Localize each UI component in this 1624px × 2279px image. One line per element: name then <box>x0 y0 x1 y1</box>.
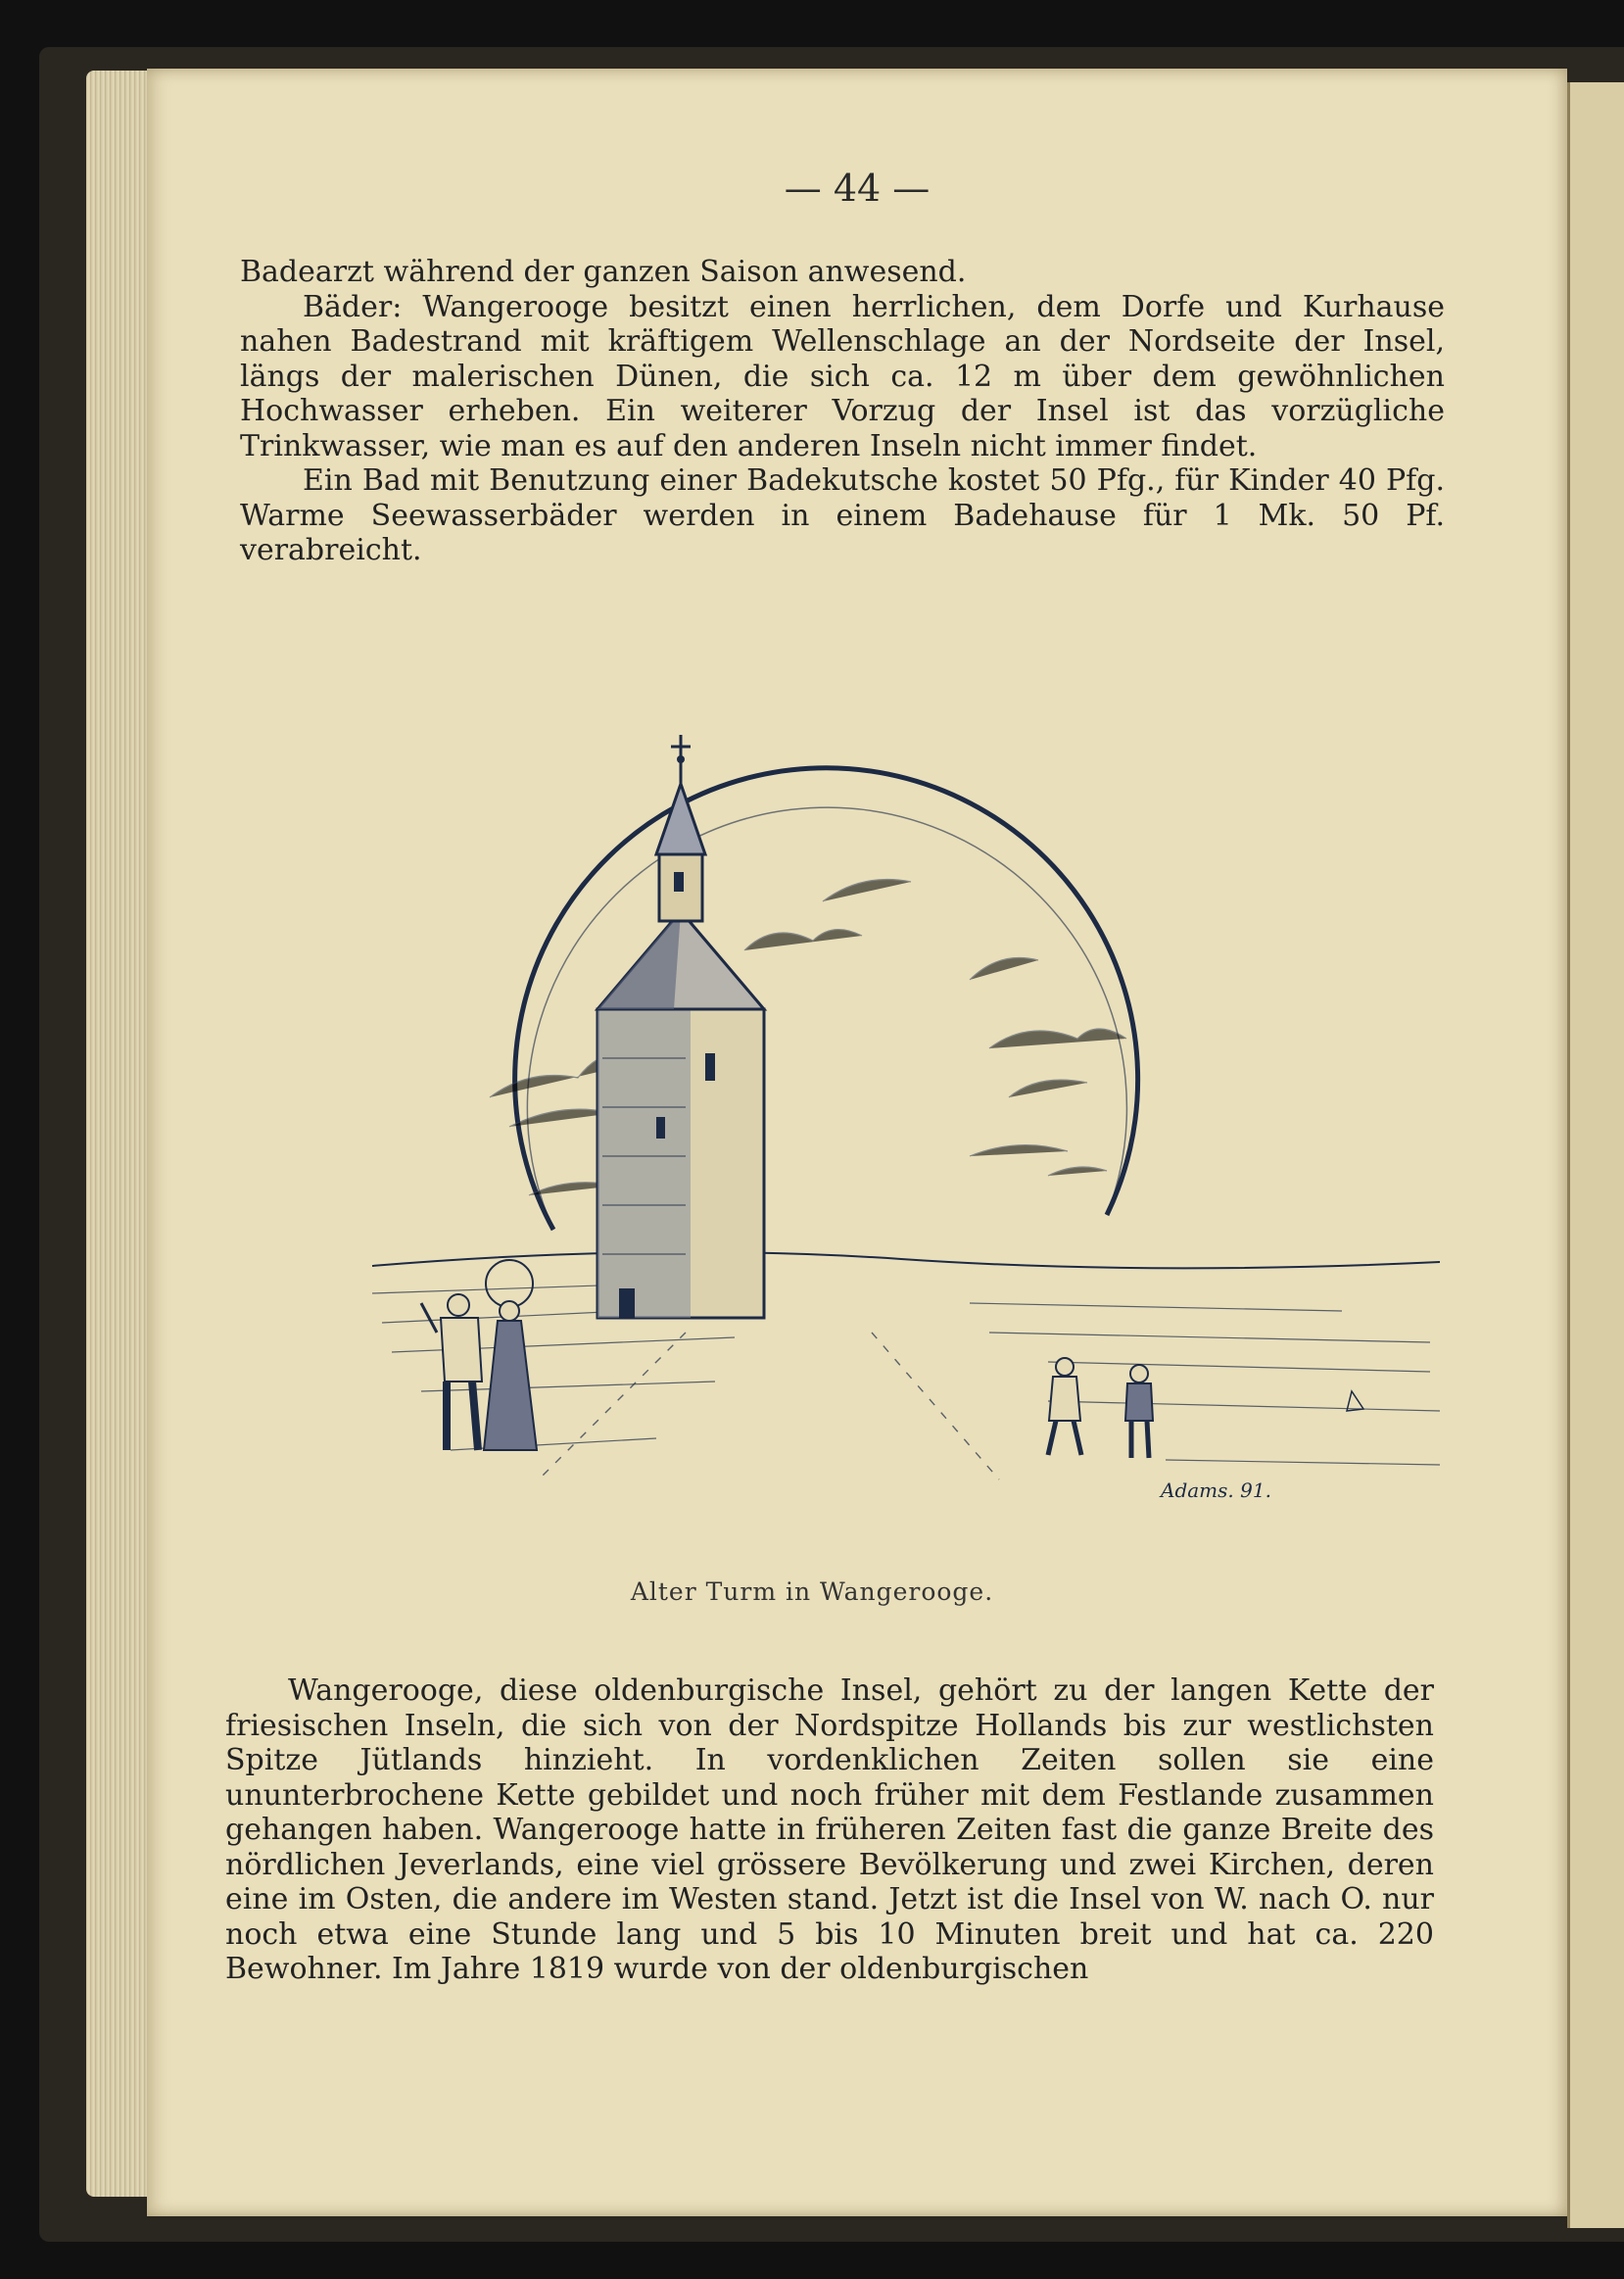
children-figures <box>1048 1358 1153 1458</box>
paragraph-baeder: Bäder: Wangerooge besitzt einen herrlichen, dem Dorfe und Kurhause nahen Badestrand mit kräftigem Wellenschlage an der Nordseite der Insel, längs der malerischen Dünen, die sich ca. 12 m über dem gewöhnlichen Hochwasser erheben. Ein weiterer Vorzug der Insel ist das vorzügliche Trinkwasser, wie man es auf den anderen Inseln nicht immer findet. <box>240 289 1445 463</box>
artist-signature: Adams. 91. <box>1161 1479 1271 1502</box>
page-number: — 44 — <box>784 167 931 210</box>
horizon-line <box>372 1252 1440 1268</box>
top-text-block <box>240 255 1445 568</box>
tower-illustration <box>362 705 1450 1519</box>
paragraph-bad-preise: Ein Bad mit Benutzung einer Badekutsche kostet 50 Pfg., für Kinder 40 Pfg. Warme Seewasserbäder werden in einem Badehause für 1 Mk. 50 Pf. verabreicht. <box>240 463 1445 567</box>
facing-page-edge <box>1567 82 1624 2228</box>
paragraph-wangerooge: Wangerooge, diese oldenburgische Insel, gehört zu der langen Kette der friesischen Inseln, die sich von der Nordspitze Hollands bis zur westlichsten Spitze Jütlands hinzieht. In vordenklichen Zeiten sollen sie eine ununterbrochene Kette gebildet und noch früher mit dem Festlande zusammen gehangen haben. Wangerooge hatte in früheren Zeiten fast die ganze Breite des nördlichen Jeverlands, eine viel grössere Bevölkerung und zwei Kirchen, deren eine im Osten, die andere im Westen stand. Jetzt ist die Insel von W. nach O. nur noch etwa eine Stunde lang und 5 bis 10 Minuten breit und hat ca. 220 Bewohner. Im Jahre 1819 wurde von der oldenburgischen <box>225 1673 1434 1986</box>
tower <box>597 735 764 1318</box>
paragraph-badearzt: Badearzt während der ganzen Saison anwesend. <box>240 255 967 289</box>
sky-hatching <box>490 880 1126 1196</box>
bottom-text-block <box>225 1673 1434 1987</box>
illustration-caption: Alter Turm in Wangerooge. <box>630 1577 994 1606</box>
